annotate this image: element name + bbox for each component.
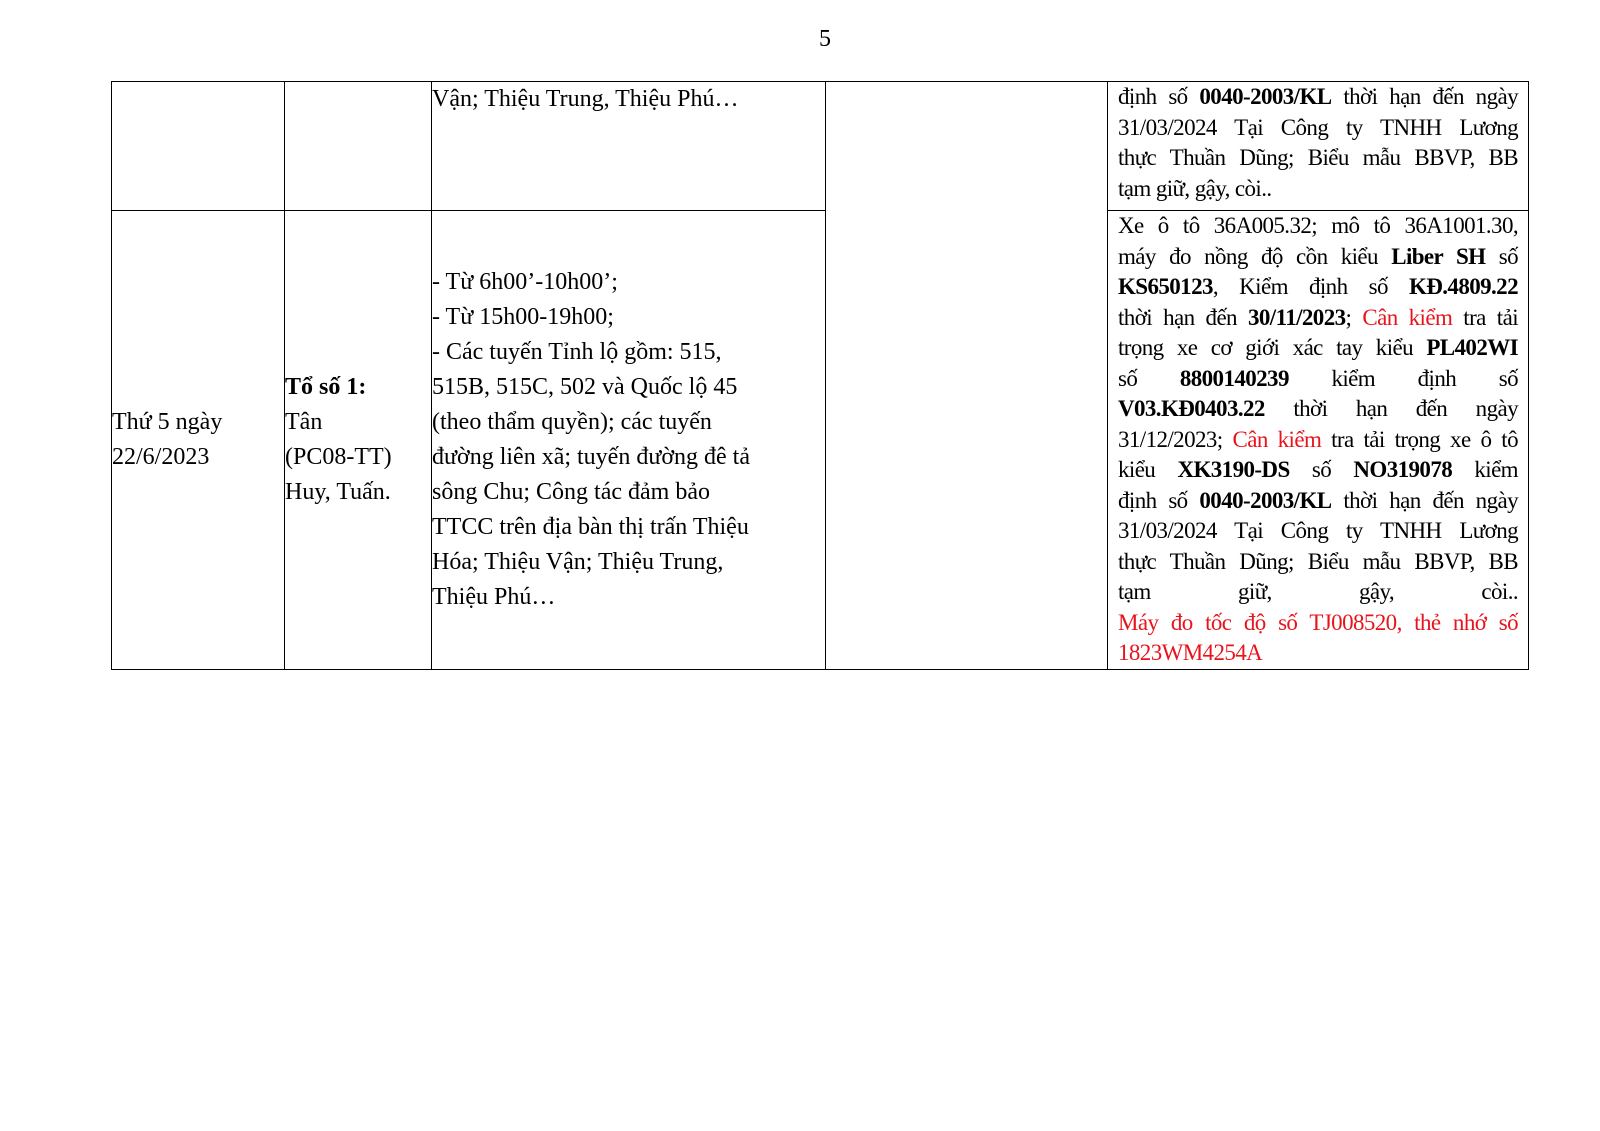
plain-text: thực Thuần Dũng; Biểu mẫu BBVP, BB [1118,145,1518,170]
equipment-line [1118,638,1518,669]
equipment-line [1118,272,1518,303]
equipment-line [1118,303,1518,334]
equipment-line [1118,82,1518,113]
equipment-line [1118,143,1518,174]
route-line: sông Chu; Công tác đảm bảo [432,478,710,505]
team-cell [285,211,432,670]
date-cell [112,211,285,670]
equipment-line [1118,211,1518,242]
equipment-line [1118,333,1518,364]
bold-text: 30/11/2023 [1248,304,1346,330]
plain-text: định số [1118,487,1200,513]
bold-text: NO319078 [1353,457,1453,482]
bold-text: V03.KĐ0403.22 [1118,396,1265,421]
plain-text: số [1289,457,1354,482]
equipment-line [1118,516,1518,547]
highlight-text: Máy đo tốc độ số TJ008520, thẻ nhớ số [1118,609,1518,635]
plain-text: tạm giữ, gậy, còi.. [1118,175,1272,201]
equipment-line [1118,425,1518,456]
plain-text: số [1118,365,1180,391]
highlight-text: Cân kiểm [1362,304,1453,330]
route-line: TTCC trên địa bàn thị trấn Thiệu [432,513,749,540]
plain-text: định số [1118,84,1200,109]
bold-text: KS650123 [1118,274,1213,299]
equipment-line [1118,242,1518,273]
plain-text: trọng xe cơ giới xác tay kiểu [1118,335,1427,360]
route-line: (theo thẩm quyền); các tuyến [432,408,712,435]
bold-text: 8800140239 [1179,365,1289,391]
route-line: đường liên xã; tuyến đường đê tả [432,443,750,470]
date-cell-continued [112,82,285,211]
equipment-line [1118,608,1518,639]
bold-text: Liber SH [1391,243,1486,269]
empty-column-cell [826,82,1108,670]
route-line: 515B, 515C, 502 và Quốc lộ 45 [432,373,738,400]
plain-text: tra tải trọng xe ô tô [1321,426,1518,452]
table-row-continued [112,82,1529,211]
plain-text: tra tải [1452,304,1518,330]
table-row-thursday [112,211,1529,670]
highlight-text: Cân kiểm [1232,426,1322,452]
equipment-line [1118,486,1518,517]
equipment-line [1118,547,1518,578]
team-cell-continued [285,82,432,211]
equipment-cell-continued [1108,82,1529,211]
equipment-line [1118,394,1518,425]
equipment-line [1118,174,1518,205]
team-member-line-2: (PC08-TT) [285,443,392,470]
team-member-line-3: Huy, Tuấn. [285,478,391,505]
plain-text: , Kiểm định số [1212,274,1409,299]
date-line-1: Thứ 5 ngày [112,408,223,435]
plain-text: kiểm [1452,457,1518,482]
plain-text: máy đo nồng độ cồn kiểu [1118,243,1392,269]
plain-text: kiểm định số [1288,365,1519,391]
date-line-2: 22/6/2023 [112,443,210,470]
plain-text: thời hạn đến ngày [1331,84,1518,109]
equipment-line [1118,577,1518,608]
route-line: - Từ 6h00’-10h00’; [432,268,618,295]
plain-text: thời hạn đến [1118,304,1248,330]
equipment-cell [1108,211,1529,670]
route-line: Hóa; Thiệu Vận; Thiệu Trung, [432,548,724,575]
route-lines [432,265,825,615]
team-member-line-1: Tân [285,408,323,435]
equipment-line [1118,455,1518,486]
plain-text: kiểu [1118,457,1178,482]
equipment-text-continued [1108,82,1528,204]
plain-text: 31/12/2023; [1118,426,1233,452]
highlight-text: 1823WM4254A [1118,640,1263,665]
equipment-line [1118,113,1518,144]
page-number: 5 [819,26,831,52]
plain-text: số [1485,243,1519,269]
plain-text: 31/03/2024 Tại Công ty TNHH Lương [1118,114,1518,140]
equipment-text [1108,211,1528,669]
plain-text: thời hạn đến ngày [1264,396,1518,421]
bold-text: KĐ.4809.22 [1408,274,1518,299]
route-line: - Từ 15h00-19h00; [432,303,614,330]
plain-text: Xe ô tô 36A005.32; mô tô 36A1001.30, [1118,213,1518,238]
plain-text: ; [1345,304,1363,330]
route-cell [432,211,826,670]
bold-text: XK3190-DS [1177,457,1290,482]
plain-text: 31/03/2024 Tại Công ty TNHH Lương [1118,518,1518,543]
plain-text: thực Thuần Dũng; Biểu mẫu BBVP, BB [1118,548,1518,574]
plain-text: thời hạn đến ngày [1331,487,1518,513]
route-line: - Các tuyến Tỉnh lộ gồm: 515, [432,338,722,365]
patrol-schedule-table [111,81,1529,670]
plain-text: tạm giữ, gậy, còi.. [1118,579,1518,604]
route-lines-continued [432,82,825,117]
equipment-line [1118,364,1518,395]
route-line: Vận; Thiệu Trung, Thiệu Phú… [432,86,739,112]
route-cell-continued [432,82,826,211]
route-line: Thiệu Phú… [432,583,556,610]
bold-text: PL402WI [1426,335,1518,360]
bold-text: 0040-2003/KL [1199,84,1332,109]
bold-text: 0040-2003/KL [1199,487,1332,513]
team-title: Tổ số 1: [285,373,367,400]
